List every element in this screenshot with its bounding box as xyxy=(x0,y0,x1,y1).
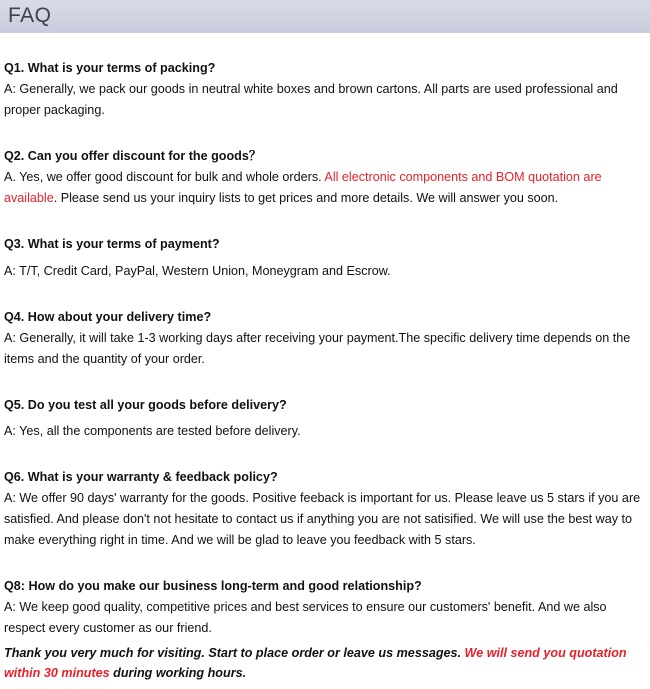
faq-item-q5 xyxy=(4,395,646,442)
question-q8: Q8: How do you make our business long-term and good relationship? xyxy=(4,579,422,593)
question-q5: Q5. Do you test all your goods before delivery? xyxy=(4,398,287,412)
answer-q6: A: We offer 90 days' warranty for the goods. Positive feeback is important for us. Please leave us 5 stars if you are satisfied. And please don't not hesitate to contact us if anything you are not satisified. We will use the best way to make everything right in time. And we will be glad to leave you feedback with 5 stars. xyxy=(4,491,641,547)
answer-q8: A: We keep good quality, competitive prices and best services to ensure our customers' benefit. And we also respect every customer as our friend. xyxy=(4,600,607,635)
question-q3: Q3. What is your terms of payment? xyxy=(4,237,220,251)
answer-q2-highlight: All electronic components and BOM quotation are available xyxy=(4,170,602,205)
faq-item-q6 xyxy=(4,467,646,551)
question-q2: Q2. Can you offer discount for the goods？ xyxy=(4,149,262,163)
answer-q4: A: Generally, it will take 1-3 working days after receiving your payment.The specific delivery time depends on the items and the quantity of your order. xyxy=(4,331,631,366)
question-q1: Q1. What is your terms of packing? xyxy=(4,61,216,75)
answer-q2 xyxy=(4,167,646,209)
faq-item-q8 xyxy=(4,576,646,639)
faq-item-q3 xyxy=(4,234,646,282)
closing-message xyxy=(4,643,644,683)
closing-text-start: Thank you very much for visiting. Start to place order or leave us messages. xyxy=(4,646,465,660)
faq-header-bar xyxy=(0,0,650,33)
answer-q2-text-start: A. Yes, we offer good discount for bulk and whole orders. xyxy=(4,170,325,184)
faq-item-q2 xyxy=(4,146,646,209)
closing-highlight: We will send you quotation within 30 minutes xyxy=(4,646,627,680)
closing-text-end: during working hours. xyxy=(109,666,247,680)
faq-content xyxy=(4,58,646,639)
faq-item-q1 xyxy=(4,58,646,121)
answer-q5: A: Yes, all the components are tested before delivery. xyxy=(4,424,301,438)
faq-title: FAQ xyxy=(8,4,52,27)
question-q6: Q6. What is your warranty & feedback policy? xyxy=(4,470,278,484)
faq-item-q4 xyxy=(4,307,646,370)
question-q4: Q4. How about your delivery time? xyxy=(4,310,212,324)
answer-q1: A: Generally, we pack our goods in neutral white boxes and brown cartons. All parts are used professional and proper packaging. xyxy=(4,82,618,117)
answer-q3: A: T/T, Credit Card, PayPal, Western Union, Moneygram and Escrow. xyxy=(4,264,391,278)
answer-q2-text-end: . Please send us your inquiry lists to get prices and more details. We will answer you soon. xyxy=(53,191,559,205)
